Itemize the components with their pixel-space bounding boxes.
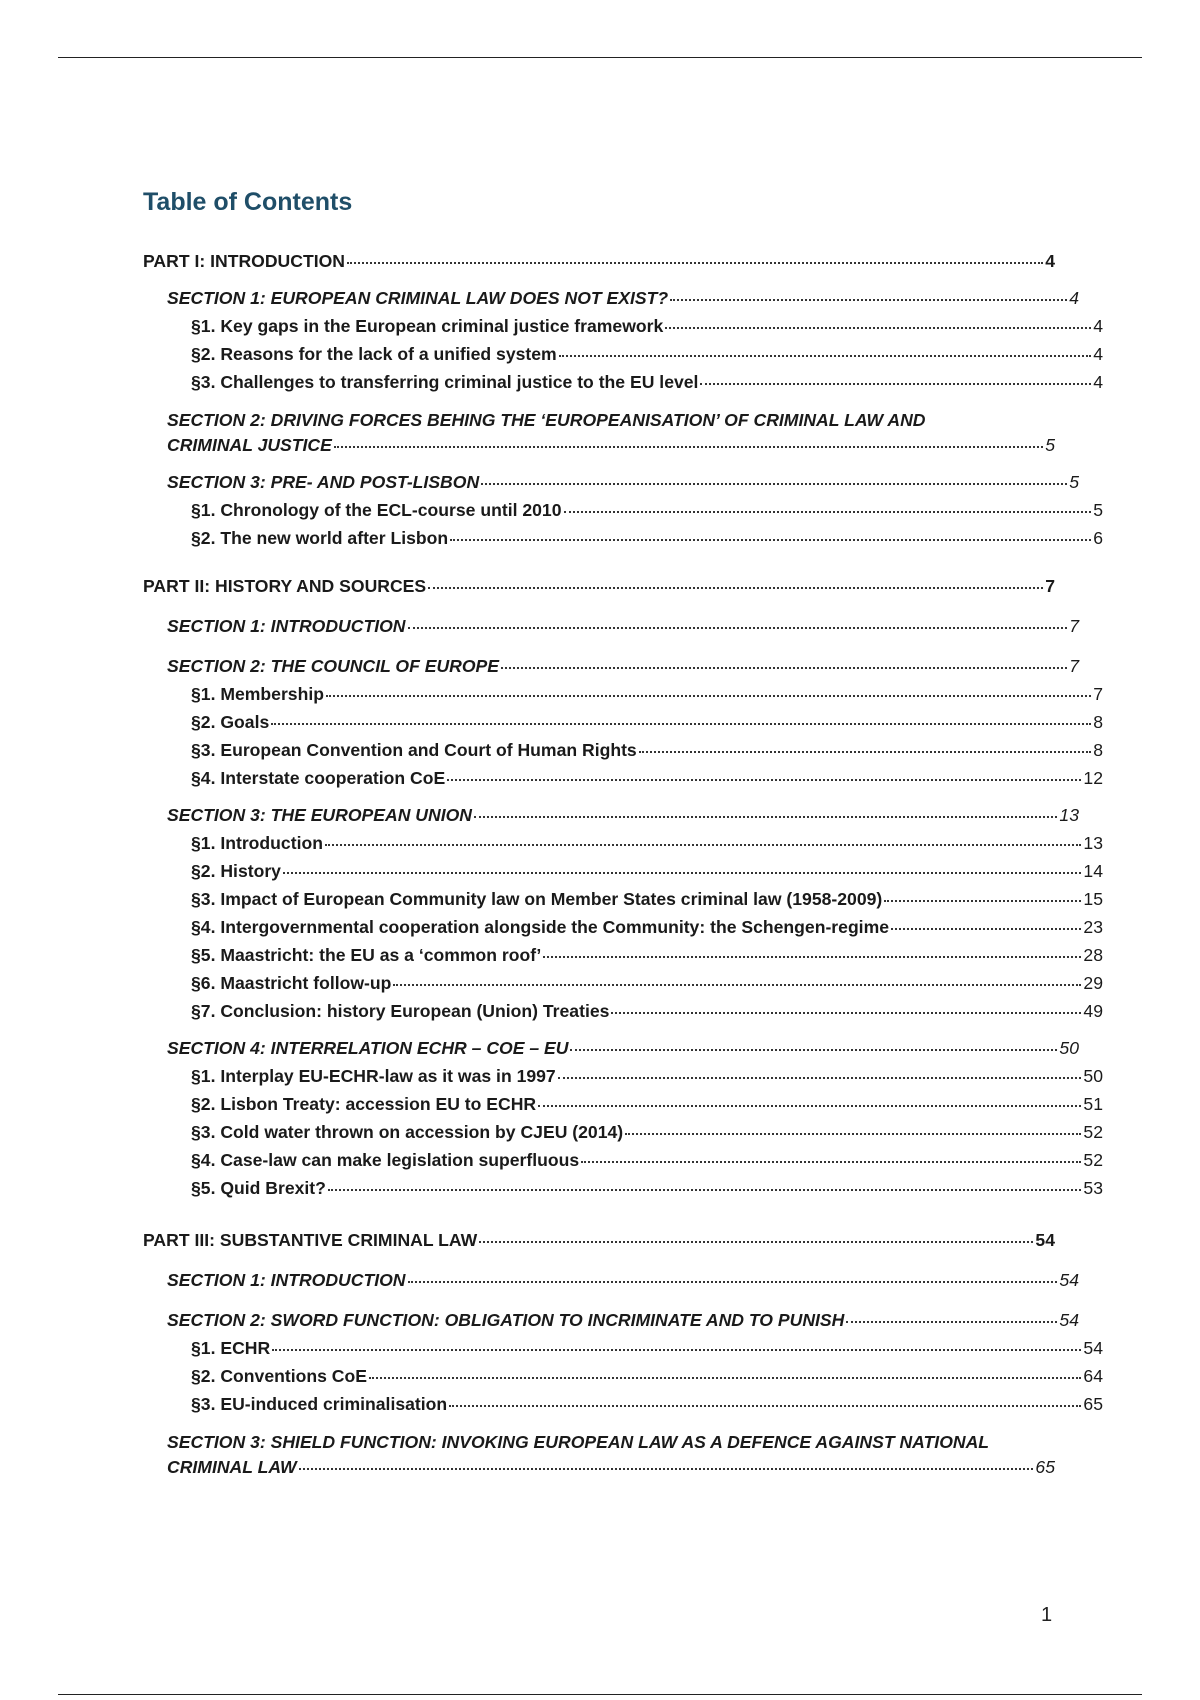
toc-part-1[interactable] xyxy=(143,250,1055,272)
toc-page-number: 8 xyxy=(1093,740,1103,760)
toc-section[interactable] xyxy=(143,655,1079,677)
toc-page-number: 64 xyxy=(1083,1366,1103,1386)
toc-label: §1. Key gaps in the European criminal justice framework xyxy=(191,316,664,336)
toc-section[interactable] xyxy=(143,804,1079,826)
toc-label: SECTION 1: INTRODUCTION xyxy=(167,1270,406,1290)
dot-leader xyxy=(408,626,1068,629)
toc-subsection[interactable] xyxy=(143,1337,1103,1359)
dot-leader xyxy=(347,261,1043,264)
toc-label: §1. ECHR xyxy=(191,1338,271,1358)
toc-page-number: 4 xyxy=(1045,251,1055,271)
dot-leader xyxy=(884,899,1081,902)
toc-subsection[interactable] xyxy=(143,1365,1103,1387)
toc-label: §6. Maastricht follow-up xyxy=(191,973,392,993)
dot-leader xyxy=(581,1160,1081,1163)
toc-label: SECTION 3: THE EUROPEAN UNION xyxy=(167,805,472,825)
dot-leader xyxy=(272,1348,1081,1351)
toc-label: SECTION 3: PRE- AND POST-LISBON xyxy=(167,472,480,492)
toc-page-number: 12 xyxy=(1083,768,1103,788)
toc-page-number: 54 xyxy=(1059,1270,1079,1290)
toc-subsection[interactable] xyxy=(143,1000,1103,1022)
toc-page-number: 54 xyxy=(1035,1230,1055,1250)
toc-page-number: 49 xyxy=(1083,1001,1103,1021)
toc-label: §4. Interstate cooperation CoE xyxy=(191,768,446,788)
toc-subsection[interactable] xyxy=(143,1393,1103,1415)
toc-label: §7. Conclusion: history European (Union) Treaties xyxy=(191,1001,610,1021)
toc-subsection[interactable] xyxy=(143,972,1103,994)
header-rule xyxy=(58,57,1142,58)
toc-label: §4. Case-law can make legislation superfluous xyxy=(191,1150,580,1170)
dot-leader xyxy=(299,1467,1034,1470)
toc-label: §1. Introduction xyxy=(191,833,323,853)
toc-page-number: 8 xyxy=(1093,712,1103,732)
toc-label: PART I: INTRODUCTION xyxy=(143,251,345,271)
toc-subsection[interactable] xyxy=(143,1149,1103,1171)
dot-leader xyxy=(408,1280,1058,1283)
dot-leader xyxy=(558,1076,1082,1079)
toc-page-number: 54 xyxy=(1059,1310,1079,1330)
toc-section[interactable] xyxy=(143,1269,1079,1291)
dot-leader xyxy=(481,482,1067,485)
toc-subsection[interactable] xyxy=(143,860,1103,882)
toc-label: §1. Interplay EU-ECHR-law as it was in 1997 xyxy=(191,1066,556,1086)
dot-leader xyxy=(639,750,1091,753)
toc-section[interactable] xyxy=(143,1309,1079,1331)
table-of-contents xyxy=(143,250,1103,1478)
dot-leader xyxy=(559,354,1091,357)
dot-leader xyxy=(846,1320,1057,1323)
toc-page-number: 53 xyxy=(1083,1178,1103,1198)
toc-page-number: 13 xyxy=(1059,805,1079,825)
toc-label: §2. Lisbon Treaty: accession EU to ECHR xyxy=(191,1094,537,1114)
dot-leader xyxy=(325,843,1081,846)
dot-leader xyxy=(447,778,1081,781)
toc-label: PART III: SUBSTANTIVE CRIMINAL LAW xyxy=(143,1230,478,1250)
toc-page-number: 52 xyxy=(1083,1122,1103,1142)
toc-label-line-1: SECTION 2: DRIVING FORCES BEHING THE ‘EUROPEANISATION’ OF CRIMINAL LAW AND xyxy=(167,410,926,430)
toc-page-number: 50 xyxy=(1059,1038,1079,1058)
toc-subsection[interactable] xyxy=(143,944,1103,966)
toc-label: SECTION 2: THE COUNCIL OF EUROPE xyxy=(167,656,500,676)
dot-leader xyxy=(700,382,1091,385)
toc-label: §2. Conventions CoE xyxy=(191,1366,367,1386)
dot-leader xyxy=(271,722,1091,725)
dot-leader xyxy=(564,510,1092,513)
toc-page-number: 5 xyxy=(1093,500,1103,520)
dot-leader xyxy=(334,445,1043,448)
toc-section[interactable] xyxy=(143,471,1079,493)
toc-page-number: 28 xyxy=(1083,945,1103,965)
toc-label: SECTION 2: SWORD FUNCTION: OBLIGATION TO INCRIMINATE AND TO PUNISH xyxy=(167,1310,845,1330)
toc-label: PART II: HISTORY AND SOURCES xyxy=(143,576,427,596)
toc-page-number: 5 xyxy=(1045,435,1055,455)
dot-leader xyxy=(393,983,1081,986)
toc-section[interactable] xyxy=(143,1037,1079,1059)
toc-section[interactable] xyxy=(143,615,1079,637)
dot-leader xyxy=(283,871,1081,874)
toc-label: §3. Cold water thrown on accession by CJEU (2014) xyxy=(191,1122,624,1142)
toc-part-3[interactable] xyxy=(143,1229,1055,1251)
toc-section[interactable] xyxy=(143,287,1079,309)
toc-label: §5. Quid Brexit? xyxy=(191,1178,326,1198)
toc-page-number: 51 xyxy=(1083,1094,1103,1114)
toc-label: §2. History xyxy=(191,861,281,881)
toc-subsection[interactable] xyxy=(143,527,1103,549)
toc-page-number: 7 xyxy=(1093,684,1103,704)
toc-subsection[interactable] xyxy=(143,343,1103,365)
page-number: 1 xyxy=(1041,1604,1053,1626)
dot-leader xyxy=(611,1011,1081,1014)
dot-leader xyxy=(369,1376,1081,1379)
toc-page-number: 50 xyxy=(1083,1066,1103,1086)
dot-leader xyxy=(625,1132,1081,1135)
toc-subsection[interactable] xyxy=(143,916,1103,938)
dot-leader xyxy=(570,1048,1057,1051)
toc-label: §5. Maastricht: the EU as a ‘common roof’ xyxy=(191,945,542,965)
toc-label: §2. Goals xyxy=(191,712,270,732)
toc-subsection[interactable] xyxy=(143,683,1103,705)
toc-label: SECTION 4: INTERRELATION ECHR – COE – EU xyxy=(167,1038,569,1058)
toc-label: §4. Intergovernmental cooperation alongside the Community: the Schengen-regime xyxy=(191,917,890,937)
toc-subsection[interactable] xyxy=(143,371,1103,393)
toc-page-number: 7 xyxy=(1045,576,1055,596)
toc-label: §3. Challenges to transferring criminal justice to the EU level xyxy=(191,372,699,392)
footer-rule xyxy=(58,1694,1142,1695)
toc-page-number: 52 xyxy=(1083,1150,1103,1170)
toc-subsection[interactable] xyxy=(143,767,1103,789)
toc-page-number: 65 xyxy=(1035,1457,1055,1477)
toc-page-number: 13 xyxy=(1083,833,1103,853)
toc-subsection[interactable] xyxy=(143,1177,1103,1199)
toc-subsection[interactable] xyxy=(143,315,1103,337)
toc-page-number: 29 xyxy=(1083,973,1103,993)
dot-leader xyxy=(474,815,1057,818)
toc-subsection[interactable] xyxy=(143,832,1103,854)
dot-leader xyxy=(450,538,1091,541)
toc-page-number: 5 xyxy=(1069,472,1079,492)
dot-leader xyxy=(449,1404,1081,1407)
toc-page-number: 65 xyxy=(1083,1394,1103,1414)
dot-leader xyxy=(670,298,1067,301)
toc-section[interactable] xyxy=(143,1428,1055,1478)
dot-leader xyxy=(538,1104,1081,1107)
dot-leader xyxy=(891,927,1081,930)
toc-label-line-1: SECTION 3: SHIELD FUNCTION: INVOKING EUROPEAN LAW AS A DEFENCE AGAINST NATIONAL xyxy=(167,1432,990,1452)
toc-page-number: 14 xyxy=(1083,861,1103,881)
toc-label: §1. Chronology of the ECL-course until 2010 xyxy=(191,500,562,520)
toc-subsection[interactable] xyxy=(143,1065,1103,1087)
toc-page-number: 54 xyxy=(1083,1338,1103,1358)
dot-leader xyxy=(501,666,1067,669)
toc-page-number: 7 xyxy=(1069,616,1079,636)
toc-label: §2. The new world after Lisbon xyxy=(191,528,449,548)
toc-subsection[interactable] xyxy=(143,888,1103,910)
toc-subsection[interactable] xyxy=(143,499,1103,521)
toc-page-number: 4 xyxy=(1069,288,1079,308)
toc-label: §3. Impact of European Community law on Member States criminal law (1958-2009) xyxy=(191,889,883,909)
toc-label: CRIMINAL JUSTICE xyxy=(167,435,332,455)
toc-subsection[interactable] xyxy=(143,711,1103,733)
dot-leader xyxy=(328,1188,1082,1191)
toc-page-number: 15 xyxy=(1083,889,1103,909)
toc-subsection[interactable] xyxy=(143,1121,1103,1143)
toc-section[interactable] xyxy=(143,406,1055,456)
toc-page-number: 4 xyxy=(1093,316,1103,336)
toc-label: §2. Reasons for the lack of a unified system xyxy=(191,344,557,364)
dot-leader xyxy=(428,586,1043,589)
toc-label: §3. European Convention and Court of Human Rights xyxy=(191,740,637,760)
toc-label: SECTION 1: EUROPEAN CRIMINAL LAW DOES NOT EXIST? xyxy=(167,288,669,308)
dot-leader xyxy=(479,1240,1033,1243)
toc-page-number: 23 xyxy=(1083,917,1103,937)
toc-page-number: 4 xyxy=(1093,372,1103,392)
dot-leader xyxy=(665,326,1091,329)
toc-page-number: 7 xyxy=(1069,656,1079,676)
toc-page-number: 4 xyxy=(1093,344,1103,364)
dot-leader xyxy=(326,694,1091,697)
toc-title: Table of Contents xyxy=(143,188,353,216)
dot-leader xyxy=(543,955,1081,958)
toc-label: §1. Membership xyxy=(191,684,324,704)
toc-part-2[interactable] xyxy=(143,575,1055,597)
toc-label: CRIMINAL LAW xyxy=(167,1457,297,1477)
toc-subsection[interactable] xyxy=(143,1093,1103,1115)
toc-subsection[interactable] xyxy=(143,739,1103,761)
toc-page-number: 6 xyxy=(1093,528,1103,548)
toc-label: §3. EU-induced criminalisation xyxy=(191,1394,448,1414)
toc-label: SECTION 1: INTRODUCTION xyxy=(167,616,406,636)
